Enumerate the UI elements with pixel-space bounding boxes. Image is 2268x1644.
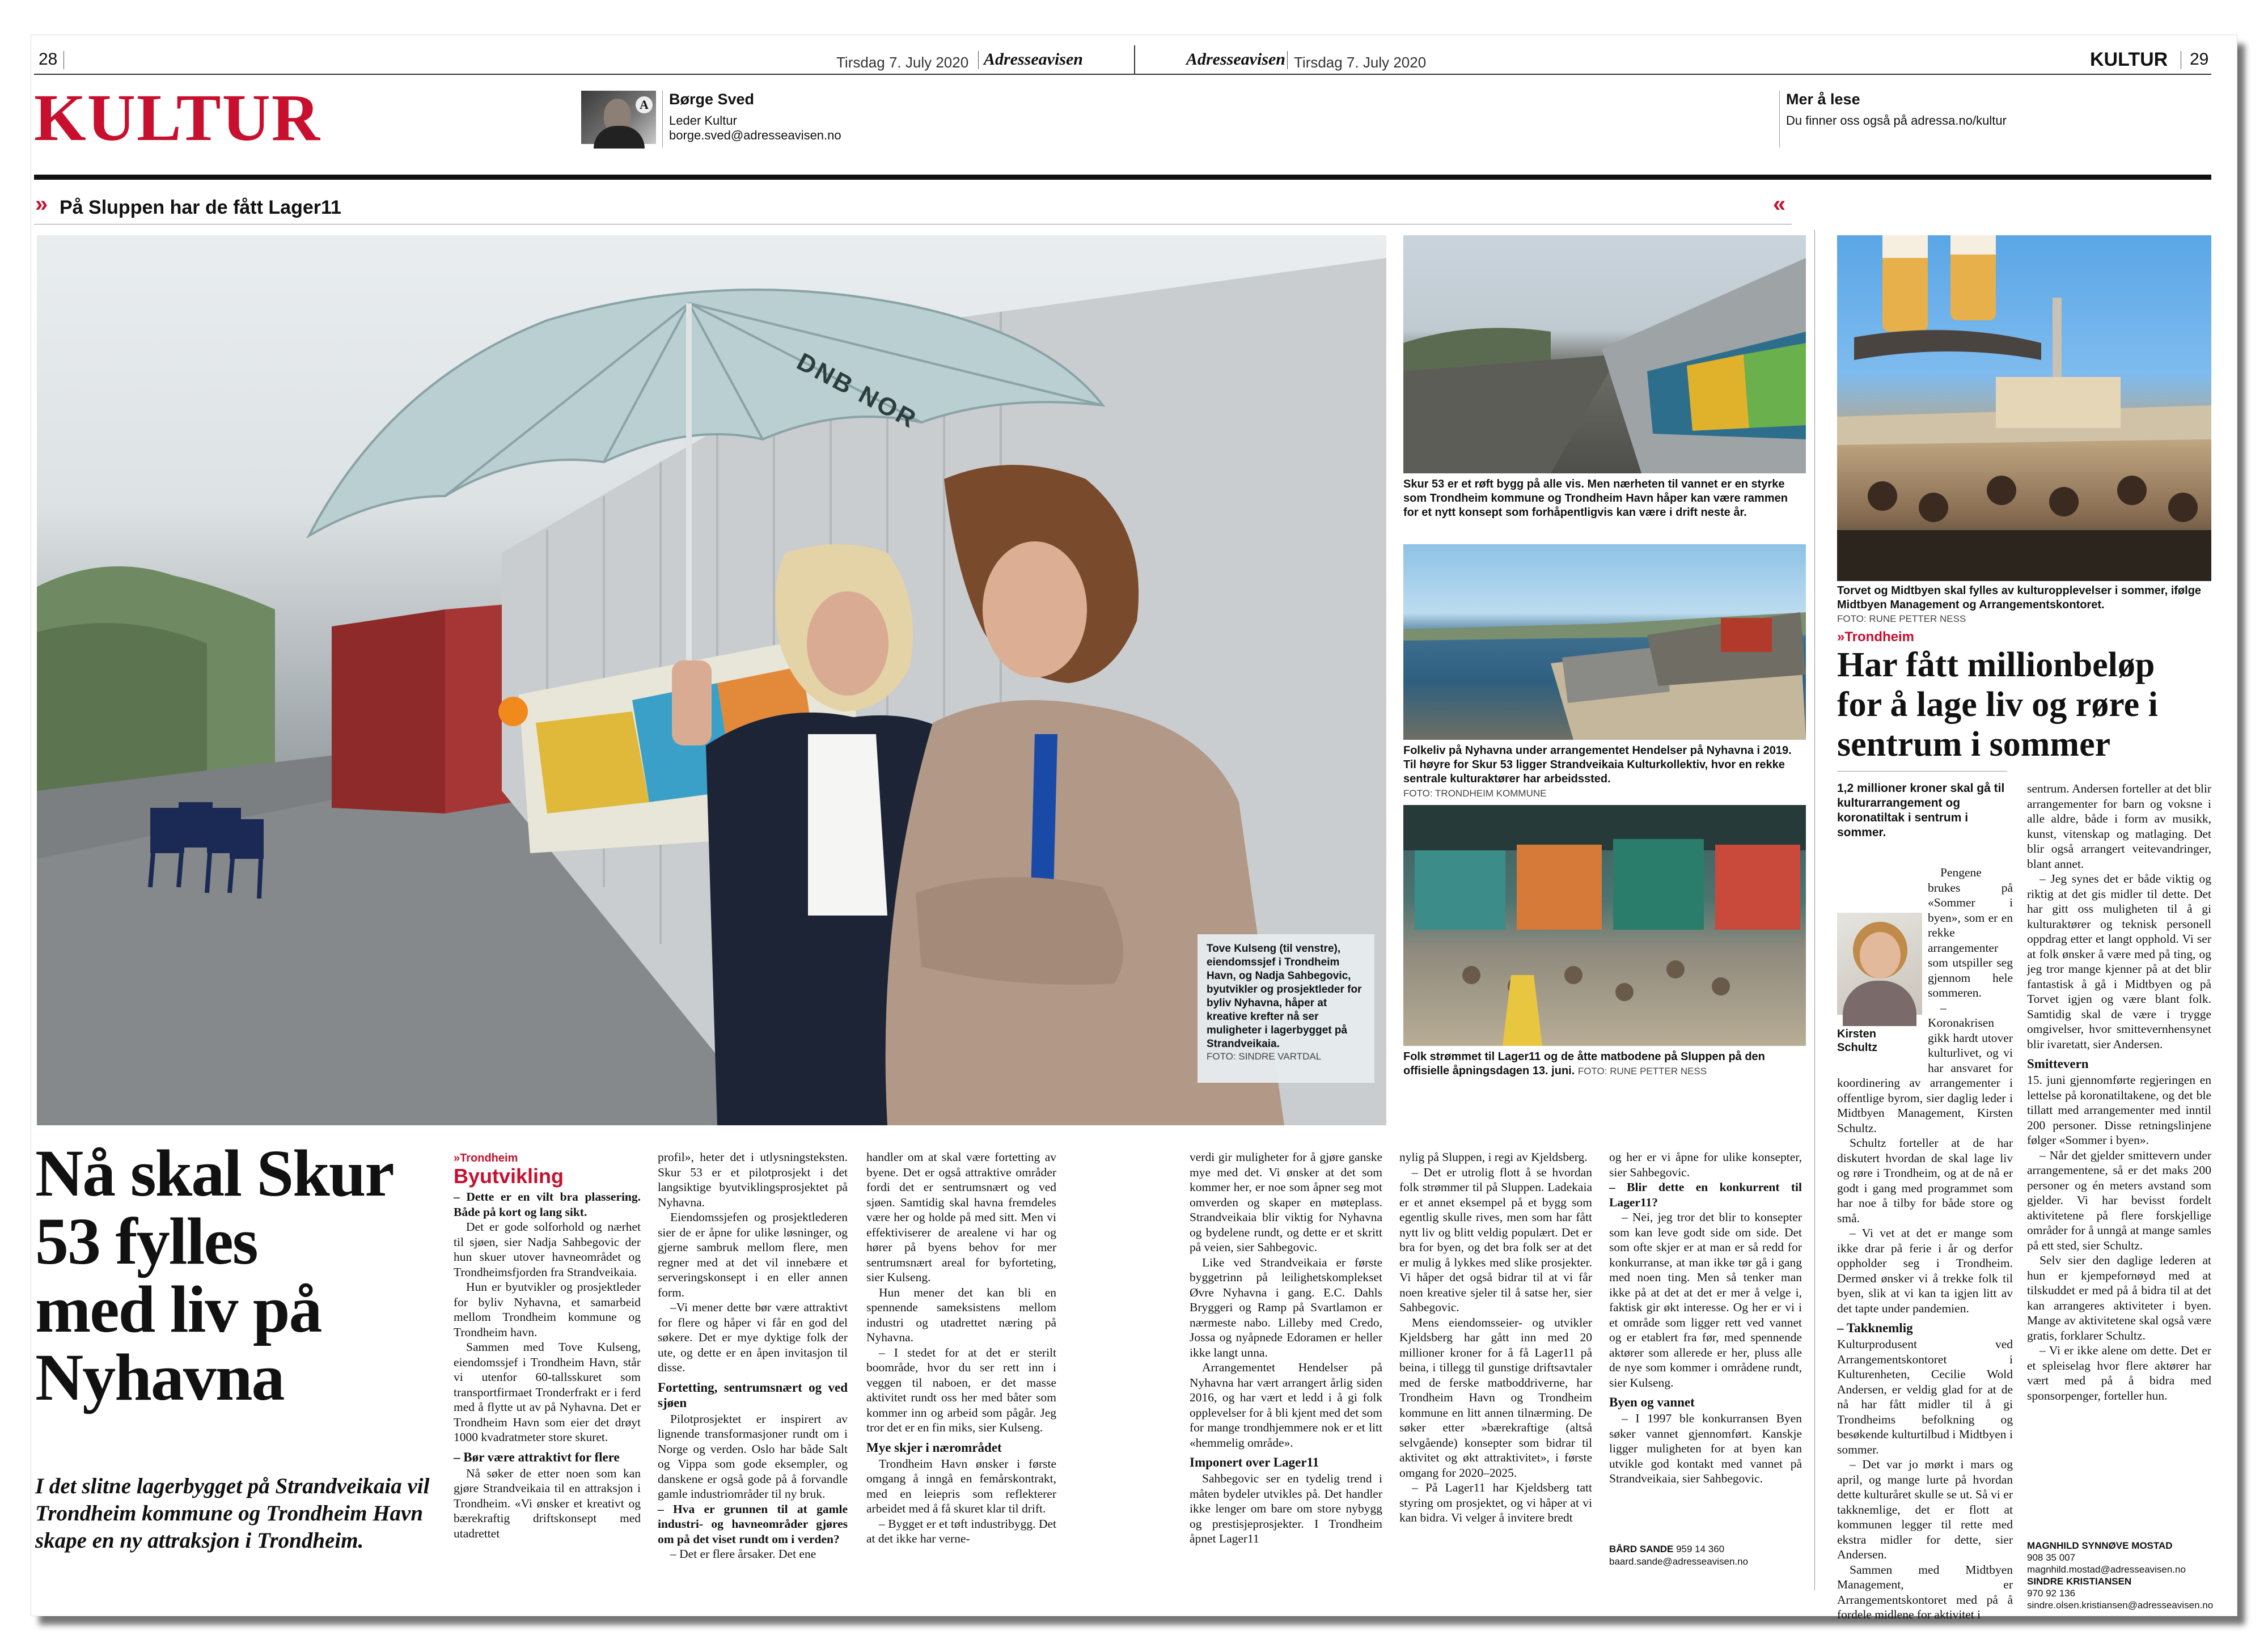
lead-byline bbox=[1609, 1543, 1748, 1568]
paragraph: – Nei, jeg tror det blir to konsepter som kan leve godt side om side. Det som ofte skjer er at man er så redd for konkurranse, at man ikke tør gå i gang med noen ting. Men så tenker man ikke på at det at det er mer å velge i, faktisk gir økt interesse. Og her er vi i et område som ligger rett ved vannet og er etablert fra før, med spennende aktører som allerede er her, pluss alle de nye som kommer i områdene rundt, sier Kulseng. bbox=[1609, 1210, 1802, 1389]
paragraph: – Det er utrolig flott å se hvordan folk strømmer til på Sluppen. Ladekaia er et annet eksempel på et bygg som egentlig skulle rives, men som har fått nytt liv og blitt veldig populært. Det er bra for byen, og det bra folk ser at det er mulig å lykkes med slike prosjekter. Vi håper det også bidrar til at vi får noen kreative sjeler til å satse her, sier Sahbegovic. bbox=[1399, 1165, 1592, 1314]
paragraph: handler om at skal være fortetting av byene. Det er også attraktive områder fordi det er sentrumsnært og ved sjøen. Samtidig skal havna fremdeles være her og holde på med sitt. Men vi effektiviserer de arealene vi har og hører på byens behov for mer sentrumsnært areal for byforteting, sier Kulseng. bbox=[866, 1150, 1056, 1284]
torvet-caption: Torvet og Midtbyen skal fylles av kulturopplevelser i sommer, ifølge Midtbyen Management og Arrangementskontoret. bbox=[1837, 584, 2202, 611]
column-divider bbox=[1814, 230, 1815, 1590]
paragraph: – På Lager11 har Kjeldsberg tatt styring om prosjektet, og vi håper at vi kan bidra. Vi velger å invitere bredt bbox=[1399, 1481, 1592, 1524]
subheading: – Bør være attraktivt for flere bbox=[454, 1450, 620, 1464]
side-caption-2: Folkeliv på Nyhavna under arrangementet Hendelser på Nyhavna i 2019. Til høyre for Skur 53 ligger Strandveikaia Kulturkollektiv, hvor en rekke sentrale kulturaktører har arbeidssted. bbox=[1403, 744, 1792, 785]
paragraph: Mens eiendomsseier- og utvikler Kjeldsberg har gått inn med 20 millioner kroner for å få Lager11 på beina, i tillegg til gunstige driftsavtaler med de ferske matboddriverne, har Trondheim Havn og Trondheim kommune en litt annen tilnærming. De søker etter »bærekraftige (altså selvgående) konsepter som bidrar til aktivitet og økt attraktivitet», i første omgang for 2020–2025. bbox=[1399, 1315, 1592, 1480]
side-credit-2: FOTO: TRONDHEIM KOMMUNE bbox=[1403, 788, 1547, 799]
lead-column-1 bbox=[454, 1189, 641, 1586]
paragraph: – Bygget er et tøft industribygg. Det at det ikke har verne- bbox=[866, 1516, 1056, 1545]
side-byline1-email: magnhild.mostad@adresseavisen.no bbox=[2027, 1564, 2186, 1575]
date-left: Tirsdag 7. July 2020 bbox=[836, 54, 969, 71]
photo-drawing bbox=[37, 235, 1386, 1125]
lead-headline bbox=[35, 1136, 455, 1414]
subheading: Imponert over Lager11 bbox=[1190, 1455, 1319, 1469]
lead-kicker-place: »Trondheim bbox=[454, 1152, 518, 1164]
paragraph: – I 1997 ble konkurransen Byen søker vannet gjennomført. Kanskje ligger muligheten for at byen kan utvikle god kontakt med vannet på Strandveikaia, sier Sahbegovic. bbox=[1609, 1412, 1802, 1485]
paragraph: Trondheim Havn ønsker i første omgang å inngå en femårskontrakt, med en leiepris som reflekterer arbeidet med å få skuret klar til drift. bbox=[866, 1456, 1056, 1515]
skur53-drawing bbox=[1403, 235, 1806, 473]
paragraph: Pilotprosjektet er inspirert av lignende transformasjoner rundt om i Norge og verden. Oslo har både Salt og Vippa som gode eksempler, og danskene er også gode på å forvandle gamle industriområder til ny bruk. bbox=[658, 1412, 848, 1501]
main-photo-credit: FOTO: SINDRE VARTDAL bbox=[1207, 1051, 1322, 1062]
side-caption-3-text: Folk strømmet til Lager11 og de åtte matbodene på Sluppen på den offisielle åpningsdagen 13. juni. bbox=[1403, 1050, 1765, 1077]
paragraph: – Det var jo mørkt i mars og april, og mange lurte på hvordan dette kulturåret skulle se ut. Så vi er takknemlige, det er flott at kommunen legger til rette med ekstra midler for dette, sier Andersen. bbox=[1837, 1457, 2013, 1561]
paragraph: 15. juni gjennomførte regjeringen en lettelse på koronatiltakene, og det ble tillatt med arrangementer med inntil 200 personer. Disse retningslinjene følger «Sommer i byen». bbox=[2027, 1073, 2211, 1147]
paragraph: – Hva er grunnen til at gamle industri- og havneområder gjøres om på det viset rundt om i verden? bbox=[658, 1502, 848, 1546]
side-column-b bbox=[2027, 781, 2211, 1533]
side-headline-line-1: Har fått millionbeløp bbox=[1837, 646, 2155, 684]
paragraph: –Vi mener dette bør være attraktivt for flere og håper vi får en god del søkere. Det er mye dyktige folk der ute, og dette er en åpen invitasjon til disse. bbox=[658, 1300, 848, 1374]
torvet-photo bbox=[1837, 235, 2211, 581]
date-right: Tirsdag 7. July 2020 bbox=[1294, 54, 1427, 71]
paragraph: og her er vi åpne for ulike konsepter, sier Sahbegovic. bbox=[1609, 1150, 1802, 1179]
more-divider bbox=[1779, 91, 1780, 147]
lead-ingress: I det slitne lagerbygget på Strandveikaia vil Trondheim kommune og Trondheim Havn skape en ny attraksjon i Trondheim. bbox=[35, 1474, 430, 1553]
lager11-drawing bbox=[1403, 805, 1806, 1046]
paragraph: Arrangementet Hendelser på Nyhavna har vært arrangert årlig siden 2016, og har vært et ledd i å gi folk opplevelser for å bli kjent med det som for mange trondhjemmere nok er et litt «hemmelig område». bbox=[1190, 1361, 1382, 1450]
side-headline bbox=[1837, 645, 2211, 764]
page-number-right: 29 bbox=[2190, 50, 2209, 69]
paragraph: Hun mener det kan bli en spennende sameksistens mellom industri og utadrettet næring på Nyhavna. bbox=[866, 1285, 1056, 1344]
side-photo-lager11 bbox=[1403, 805, 1806, 1046]
paragraph: Hun er byutvikler og prosjektleder for byliv Nyhavna, et samarbeid mellom Trondheim kommune og Trondheim havn. bbox=[454, 1280, 641, 1339]
editor-divider bbox=[662, 91, 663, 147]
side-column-a bbox=[1837, 865, 2013, 1621]
double-chevron-icon: » bbox=[35, 192, 48, 217]
top-rule bbox=[34, 74, 2211, 75]
paragraph: – Vi er ikke alene om dette. Det er et spleiselag hvor flere aktører har vært med på å bidra med sponsorpenger, forteller hun. bbox=[2027, 1344, 2211, 1403]
editor-role: Leder Kultur bbox=[669, 113, 737, 128]
paragraph: Like ved Strandveikaia er første byggetrinn på leilighetskomplekset Øvre Nyhavna i gang. E.C. Dahls Bryggeri og Ramp på Svartlamon er nærmeste nabo. Lilleby med Credo, Jossa og nyåpnede Edoramen er heller ikke langt unna. bbox=[1190, 1255, 1382, 1359]
lead-column-5 bbox=[1399, 1150, 1592, 1586]
side-byline1-name: MAGNHILD SYNNØVE MOSTAD bbox=[2027, 1540, 2173, 1551]
lead-byline-phone: 959 14 360 bbox=[1676, 1544, 1725, 1554]
main-photo bbox=[37, 235, 1386, 1125]
paragraph: Sammen med Midtbyen Management, er Arrangementskontoret med på å fordele midlene for aktivitet i bbox=[1837, 1562, 2013, 1621]
torvet-drawing bbox=[1837, 235, 2211, 581]
side-byline2-name: SINDRE KRISTIANSEN bbox=[2027, 1576, 2132, 1587]
subheading: – Takknemlig bbox=[1837, 1321, 1913, 1335]
double-chevron-icon-right: « bbox=[1773, 192, 1786, 217]
paragraph: Eiendomssjefen og prosjektlederen sier de er åpne for ulike løsninger, og gjerne sambruk mellom flere, men regner med at det vil innebære et serveringskonsept i en eller annen form. bbox=[658, 1210, 848, 1299]
lead-headline-line-1: Nå skal Skur bbox=[35, 1136, 393, 1210]
paragraph: nylig på Sluppen, i regi av Kjeldsberg. bbox=[1399, 1150, 1588, 1164]
more-title: Mer å lese bbox=[1786, 91, 1860, 108]
paragraph: Sammen med Tove Kulseng, eiendomssjef i Trondheim Havn, står vi utenfor 60-tallsskuret som transportfirmaet Tronderfrakt er i ferd med å flytte ut av på Nyhavna. Det er Trondheim Havn som eier det drøyt 1000 kvadratmeter store skuret. bbox=[454, 1340, 641, 1444]
editor-portrait: A bbox=[581, 91, 656, 144]
main-photo-caption-box bbox=[1198, 934, 1374, 1083]
header-divider-mid1 bbox=[978, 51, 979, 69]
side-byline bbox=[2027, 1540, 2213, 1611]
side-byline1-phone: 908 35 007 bbox=[2027, 1552, 2076, 1563]
lead-column-6 bbox=[1609, 1150, 1802, 1535]
lead-column-4 bbox=[1190, 1150, 1382, 1586]
paragraph: – I stedet for at det er sterilt boområde, hvor du ser rett inn i veggen til naboen, er det masse aktivitet rundt oss her med båter som kommer inn og arbeid som pågår. Jeg tror det er en fin miks, sier Kulseng. bbox=[866, 1345, 1056, 1434]
paper-logo-left: Adresseavisen bbox=[984, 50, 1083, 69]
paragraph: – Det er flere årsaker. Det ene bbox=[670, 1547, 816, 1561]
paragraph: Pengene brukes på «Sommer i byen», som er en rekke arrangementer som utspiller seg gjennom hele sommeren. bbox=[1928, 866, 2013, 999]
side-photo-nyhavna bbox=[1403, 544, 1806, 740]
portrait-spacer bbox=[1837, 899, 1928, 1075]
subheading: Fortetting, sentrumsnært og ved sjøen bbox=[658, 1380, 848, 1410]
editor-name: Børge Sved bbox=[669, 91, 755, 108]
side-intro: 1,2 millioner kroner skal gå til kulturarrangement og koronatiltak i sentrum i sommer. bbox=[1837, 782, 2005, 839]
kirsten-label: Kirsten Schultz bbox=[1837, 1028, 1878, 1054]
lead-byline-email: baard.sande@adresseavisen.no bbox=[1609, 1556, 1749, 1567]
header-divider-center bbox=[1134, 45, 1135, 74]
side-byline2-phone: 970 92 136 bbox=[2027, 1588, 2076, 1599]
paragraph: sentrum. Andersen forteller at det blir arrangementer for barn og voksne i alle aldre, både i form av musikk, kunst, vitenskap og matlaging. Det blir også arrangert veitevandringer, blant annet. bbox=[2027, 782, 2211, 871]
side-credit-3: FOTO: RUNE PETTER NESS bbox=[1577, 1066, 1707, 1077]
side-headline-line-2: for å lage liv og røre i bbox=[1837, 685, 2158, 724]
paragraph: profil», heter det i utlysningsteksten. Skur 53 er et pilotprosjekt i det langsiktige byutviklingsprosjektet på Nyhavna. bbox=[658, 1150, 848, 1209]
side-kicker-text: »Trondheim bbox=[1837, 629, 1915, 645]
side-caption-3 bbox=[1403, 1050, 1800, 1078]
umbrella-text: DNB NOR bbox=[792, 348, 923, 434]
lead-column-2 bbox=[658, 1150, 848, 1586]
nyhavna-drawing bbox=[1403, 544, 1806, 740]
main-photo-caption: Tove Kulseng (til venstre), eiendomssjef i Trondheim Havn, og Nadja Sahbegovic, byutvikler og prosjektleder for byliv Nyhavna, håper at kreative krefter nå ser muligheter i lagerbygget på Strandveikaia. bbox=[1207, 943, 1362, 1050]
lead-headline-line-4: Nyhavna bbox=[35, 1340, 284, 1414]
section-rule bbox=[34, 175, 2211, 180]
paragraph: verdi gir muligheter for å gjøre ganske mye med det. Vi ønsker at det som kommer her, er noe som åpner seg mot omverden og skaper en møteplass. Strandveikaia blir viktig for Nyhavna og bydelene rundt, og dette er et skritt på veien, sier Sahbegovic. bbox=[1190, 1150, 1382, 1254]
paragraph: Selv sier den daglige lederen at hun er kjempefornøyd med at tilskuddet er med på å bidra til at det kan arrangeres aktiviteter i byen. Mange av aktivitetene skal også være gratis, forklarer Schultz. bbox=[2027, 1253, 2211, 1342]
paper-logo-right: Adresseavisen bbox=[1186, 50, 1285, 69]
lead-headline-line-3: med liv på bbox=[35, 1272, 321, 1346]
side-byline2-email: sindre.olsen.kristiansen@adresseavisen.no bbox=[2027, 1600, 2214, 1611]
page-number-left: 28 bbox=[39, 50, 58, 69]
subheading: Mye skjer i nærområdet bbox=[866, 1440, 1002, 1455]
subheading: Byen og vannet bbox=[1609, 1395, 1695, 1409]
side-caption-1: Skur 53 er et røft bygg på alle vis. Men nærheten til vannet er en styrke som Trondheim kommune og Trondheim Havn håper kan være rammen for et nytt konsept som forhåpentligvis kan være i drift neste år. bbox=[1403, 478, 1788, 519]
breadcrumb: På Sluppen har de fått Lager11 bbox=[60, 197, 341, 218]
paragraph: Nå søker de etter noen som kan gjøre Strandveikaia til en attraksjon i Trondheim. «Vi ønsker et kreativt og bærekraftig driftskonsept med utadrettet bbox=[454, 1466, 641, 1540]
lead-kicker-topic: Byutvikling bbox=[454, 1164, 564, 1188]
paragraph: – Koronakrisen gikk hardt utover kulturlivet, og vi har ansvaret for koordinering av arrangementer i offentlige byrom, sier daglig leder i Midtbyen Management, Kirsten Schultz. bbox=[1837, 1001, 2013, 1135]
header-divider-mid2 bbox=[1287, 51, 1288, 69]
section-title: KULTUR bbox=[34, 80, 321, 155]
subheading: Smittevern bbox=[2027, 1057, 2089, 1071]
side-headline-rule bbox=[1837, 771, 2007, 772]
lead-byline-name: BÅRD SANDE bbox=[1609, 1544, 1674, 1554]
side-kicker bbox=[1837, 629, 1914, 645]
paragraph: – Når det gjelder smittevern under arrangementene, så er det maks 200 personer og én meters avstand som gjelder. Vi har bevisst fordelt aktivitetene på flere forskjellige områder for å unngå at mange samles på ett sted, sier Schultz. bbox=[2027, 1148, 2211, 1252]
editor-email: borge.sved@adresseavisen.no bbox=[669, 128, 841, 142]
paragraph: – Vi vet at det er mange som ikke drar på ferie i år og derfor oppholder seg i Trondheim. Dermed ønsker vi å trekke folk til byen, slik at vi kan ta igjen litt av det tapte under pandemien. bbox=[1837, 1226, 2013, 1315]
more-text: Du finner oss også på adressa.no/kultur bbox=[1786, 113, 2007, 128]
paragraph: Sahbegovic ser en tydelig trend i måten bydeler utvikles på. Det handler ikke lenger om bare om store nybygg og prestisjeprosjekter. I Trondheim åpnet Lager11 bbox=[1190, 1472, 1382, 1545]
side-headline-line-3: sentrum i sommer bbox=[1837, 725, 2111, 764]
paragraph: – Dette er en vilt bra plassering. Både på kort og lang sikt. bbox=[454, 1190, 641, 1219]
paragraph: – Jeg synes det er både viktig og riktig at det gis midler til dette. Det har gitt oss muligheten til å gi kulturaktører og teknisk personell oppdrag etter et langt opphold. Vi ser at folk ønsker å være med på ting, og jeg tror mange kjenner på at det blir fantastisk å gå i Midtbyen og på Torvet igjen og være blant folk. Samtidig skal de være i trygge omgivelser, hvor smittevernhensynet blir ivaretatt, sier Andersen. bbox=[2027, 872, 2211, 1051]
section-label-right: KULTUR bbox=[2090, 49, 2168, 70]
torvet-credit: FOTO: RUNE PETTER NESS bbox=[1837, 613, 1966, 624]
side-photo-skur53 bbox=[1403, 235, 1806, 473]
paragraph: Schultz forteller at de har diskutert hvordan de skal lage liv og røre i Trondheim, og at de nå er godt i gang med programmet som har noe å tilby for både store og små. bbox=[1837, 1136, 2013, 1225]
paragraph: – Blir dette en konkurrent til Lager11? bbox=[1609, 1180, 1802, 1209]
paragraph: Det er gode solforhold og nærhet til sjøen, sier Nadja Sahbegovic der hun skuer utover havneområdet og Trondheimsfjorden fra Strandveikaia. bbox=[454, 1220, 641, 1279]
lead-column-3 bbox=[866, 1150, 1056, 1586]
paragraph: Kulturprodusent ved Arrangementskontoret i Kulturenheten, Cecilie Wold Andersen, er veldig glad for at de nå har fått midler til å gi Trondheims befolkning og besøkende kulturtilbud i Midtbyen i sommer. bbox=[1837, 1337, 2013, 1456]
lead-headline-line-2: 53 fylles bbox=[35, 1204, 257, 1278]
